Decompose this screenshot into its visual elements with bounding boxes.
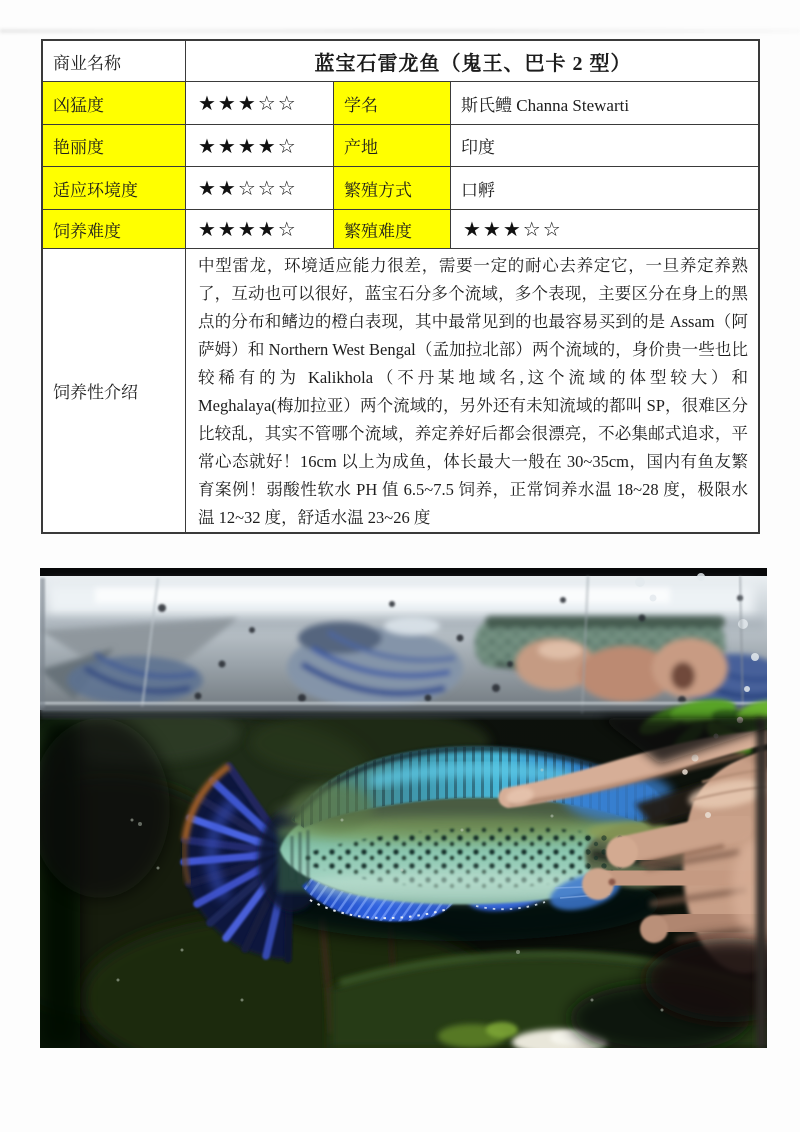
aquarium-photo bbox=[40, 568, 767, 1048]
adaptability-rating: ★★☆☆☆ bbox=[186, 167, 334, 210]
scientific-name-value: 斯氏鳢 Channa Stewarti bbox=[451, 82, 758, 125]
row-label-intro: 饲养性介绍 bbox=[43, 249, 186, 532]
breeding-method-value: 口孵 bbox=[451, 167, 758, 210]
row-label-adaptability: 适应环境度 bbox=[43, 167, 186, 210]
aquarium-photo-svg bbox=[40, 568, 767, 1048]
row-label-ferocity: 凶猛度 bbox=[43, 82, 186, 125]
origin-value: 印度 bbox=[451, 125, 758, 167]
row-label-origin: 产地 bbox=[334, 125, 451, 167]
water-line bbox=[40, 706, 767, 713]
spec-table bbox=[41, 39, 760, 534]
row-label-breeding-method: 繁殖方式 bbox=[334, 167, 451, 210]
tank-right-edge bbox=[756, 718, 767, 1048]
ferocity-rating: ★★★☆☆ bbox=[186, 82, 334, 125]
row-label-rearing-difficulty: 饲养难度 bbox=[43, 210, 186, 249]
row-label-scientific-name: 学名 bbox=[334, 82, 451, 125]
brilliance-rating: ★★★★☆ bbox=[186, 125, 334, 167]
row-label-breeding-difficulty: 繁殖难度 bbox=[334, 210, 451, 249]
scan-artifact-line bbox=[0, 29, 800, 33]
intro-text: 中型雷龙，环境适应能力很差，需要一定的耐心去养定它，一旦养定养熟了，互动也可以很好，蓝宝石分多个流域，多个表现，主要区分在身上的黑点的分布和鳍边的橙白表现，其中最常见到的也最容易买到的是 Assam（阿萨姆）和 Northern West Bengal（孟加拉北部）两个流域的，身价贵一些也比较稀有的为 Kalikhola（不丹某地域名,这个流域的体型较大）和 Meghalaya(梅加拉亚）两个流域的，另外还有未知流域的都叫 SP，很难区分比较乱，其实不管哪个流域，养定养好后都会很漂亮，不必集邮式追求，平常心态就好！16cm 以上为成鱼，体长最大一般在 30~35cm，国内有鱼友繁育案例！弱酸性软水 PH 值 6.5~7.5 饲养，正常饲养水温 18~28 度，极限水温 12~32 度，舒适水温 23~26 度 bbox=[198, 256, 748, 527]
page-title: 蓝宝石雷龙鱼（鬼王、巴卡 2 型） bbox=[186, 41, 758, 82]
rearing-difficulty-rating: ★★★★☆ bbox=[186, 210, 334, 249]
breeding-difficulty-rating: ★★★☆☆ bbox=[451, 210, 758, 249]
water-surface-band bbox=[40, 568, 767, 718]
header-label: 商业名称 bbox=[43, 41, 186, 82]
row-label-brilliance: 艳丽度 bbox=[43, 125, 186, 167]
